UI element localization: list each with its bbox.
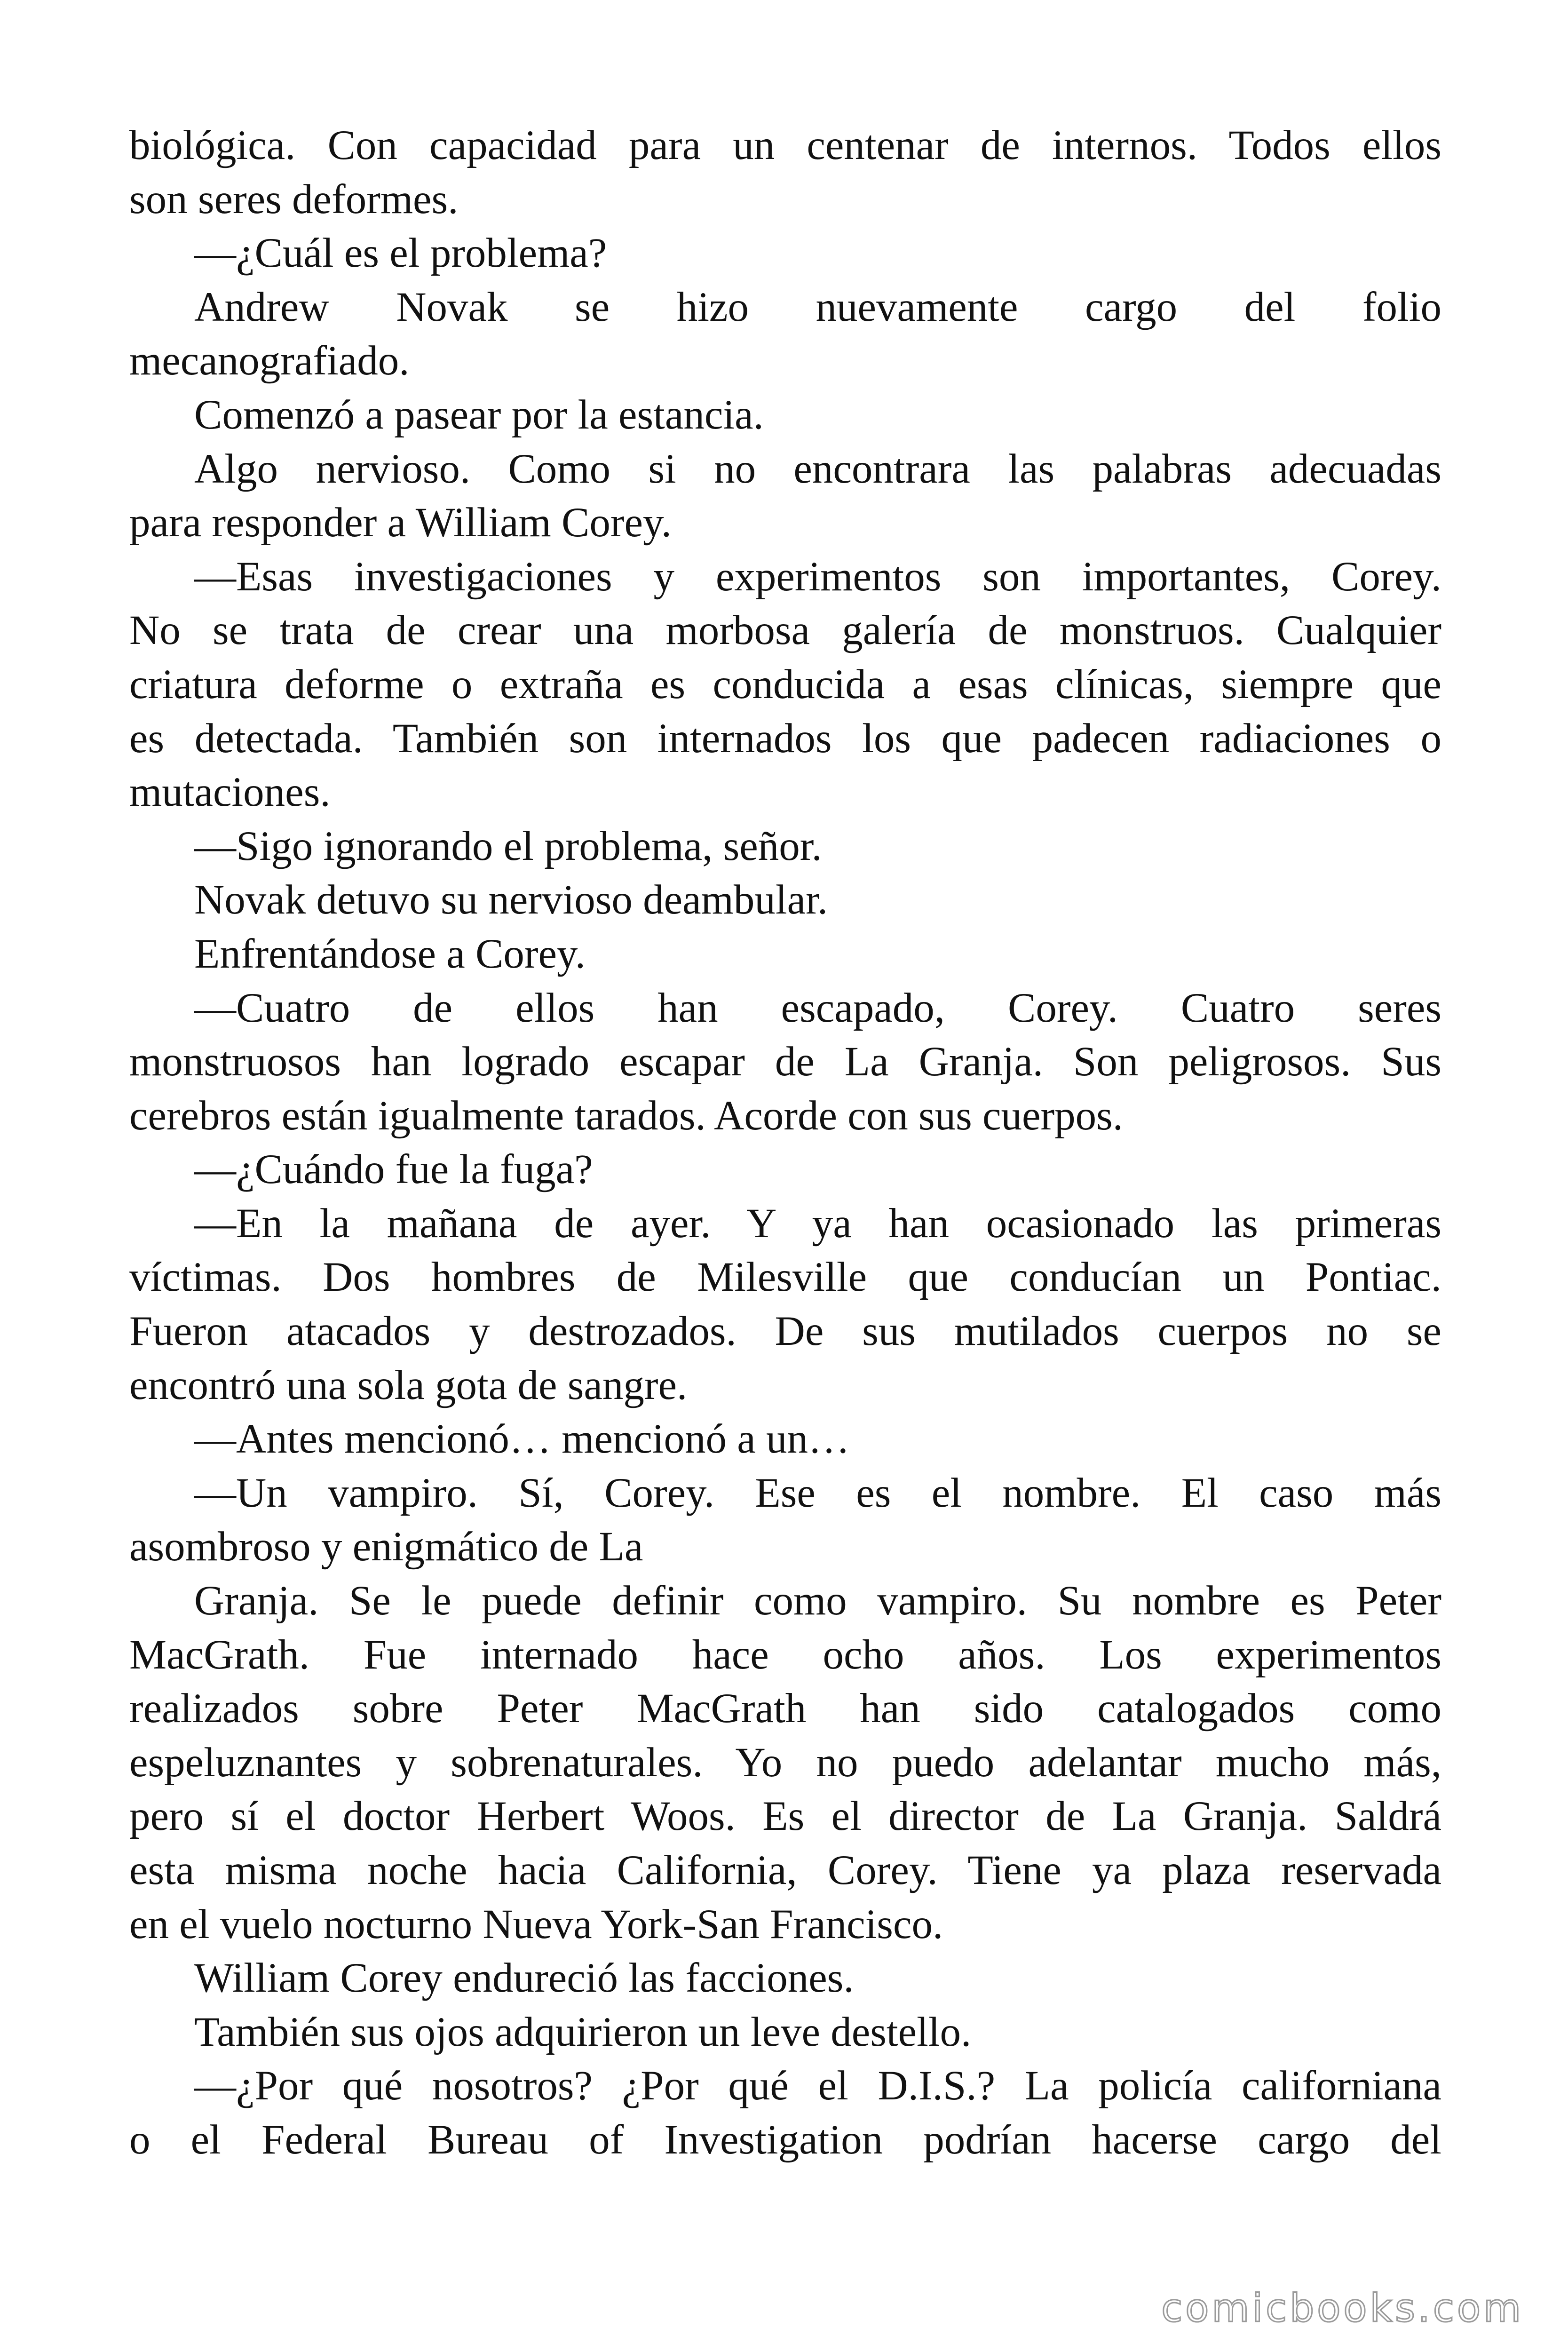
text-line: son seres deformes. <box>129 176 459 222</box>
text-line: Granja. Se le puede definir como vampiro. Su nombre es Peter <box>194 1578 1441 1624</box>
text-line: —Esas investigaciones y experimentos son importantes, Corey. <box>194 553 1441 600</box>
text-line: También sus ojos adquirieron un leve destello. <box>194 2009 972 2055</box>
text-line: Novak detuvo su nervioso deambular. <box>194 877 828 923</box>
text-line: —¿Cuál es el problema? <box>194 230 607 277</box>
text-line: William Corey endureció las facciones. <box>194 1955 854 2002</box>
text-line: No se trata de crear una morbosa galería de monstruos. Cualquier <box>129 607 1441 654</box>
text-line: o el Federal Bureau of Investigation podrían hacerse cargo del <box>129 2116 1441 2163</box>
text-line: víctimas. Dos hombres de Milesville que conducían un Pontiac. <box>129 1254 1441 1301</box>
text-line: —Un vampiro. Sí, Corey. Ese es el nombre. El caso más <box>194 1470 1441 1516</box>
text-line: Andrew Novak se hizo nuevamente cargo del folio <box>194 284 1441 330</box>
text-line: en el vuelo nocturno Nueva York-San Francisco. <box>129 1901 943 1947</box>
text-line: asombroso y enigmático de La <box>129 1524 643 1570</box>
text-line: cerebros están igualmente tarados. Acorde con sus cuerpos. <box>129 1092 1124 1139</box>
text-line: —En la mañana de ayer. Y ya han ocasionado las primeras <box>194 1200 1441 1247</box>
text-line: Enfrentándose a Corey. <box>194 930 586 977</box>
text-line: criatura deforme o extraña es conducida a esas clínicas, siempre que <box>129 661 1441 707</box>
text-line: —Antes mencionó… mencionó a un… <box>194 1416 850 1462</box>
text-line: Fueron atacados y destrozados. De sus mutilados cuerpos no se <box>129 1308 1441 1355</box>
text-line: biológica. Con capacidad para un centenar de internos. Todos ellos <box>129 122 1441 168</box>
text-line: —Cuatro de ellos han escapado, Corey. Cuatro seres <box>194 985 1441 1031</box>
text-line: —Sigo ignorando el problema, señor. <box>194 823 822 869</box>
text-line: espeluznantes y sobrenaturales. Yo no puedo adelantar mucho más, <box>129 1739 1441 1786</box>
text-line: esta misma noche hacia California, Corey. Tiene ya plaza reservada <box>129 1847 1441 1893</box>
book-page-text <box>129 119 1441 2167</box>
text-line: Comenzó a pasear por la estancia. <box>194 391 764 438</box>
text-line: MacGrath. Fue internado hace ocho años. Los experimentos <box>129 1631 1441 1678</box>
text-line: pero sí el doctor Herbert Woos. Es el director de La Granja. Saldrá <box>129 1793 1441 1840</box>
text-line: para responder a William Corey. <box>129 500 672 546</box>
watermark: comicbooks.com <box>1161 2286 1524 2331</box>
text-line: —¿Cuándo fue la fuga? <box>194 1146 593 1193</box>
text-line: encontró una sola gota de sangre. <box>129 1362 688 1408</box>
text-line: monstruosos han logrado escapar de La Granja. Son peligrosos. Sus <box>129 1039 1441 1085</box>
text-line: Algo nervioso. Como si no encontrara las palabras adecuadas <box>194 445 1441 492</box>
text-line: realizados sobre Peter MacGrath han sido catalogados como <box>129 1685 1441 1732</box>
text-line: mutaciones. <box>129 769 331 816</box>
text-line: es detectada. También son internados los que padecen radiaciones o <box>129 715 1441 762</box>
text-line: —¿Por qué nosotros? ¿Por qué el D.I.S.? La policía californiana <box>194 2063 1441 2109</box>
text-line: mecanografiado. <box>129 338 410 384</box>
